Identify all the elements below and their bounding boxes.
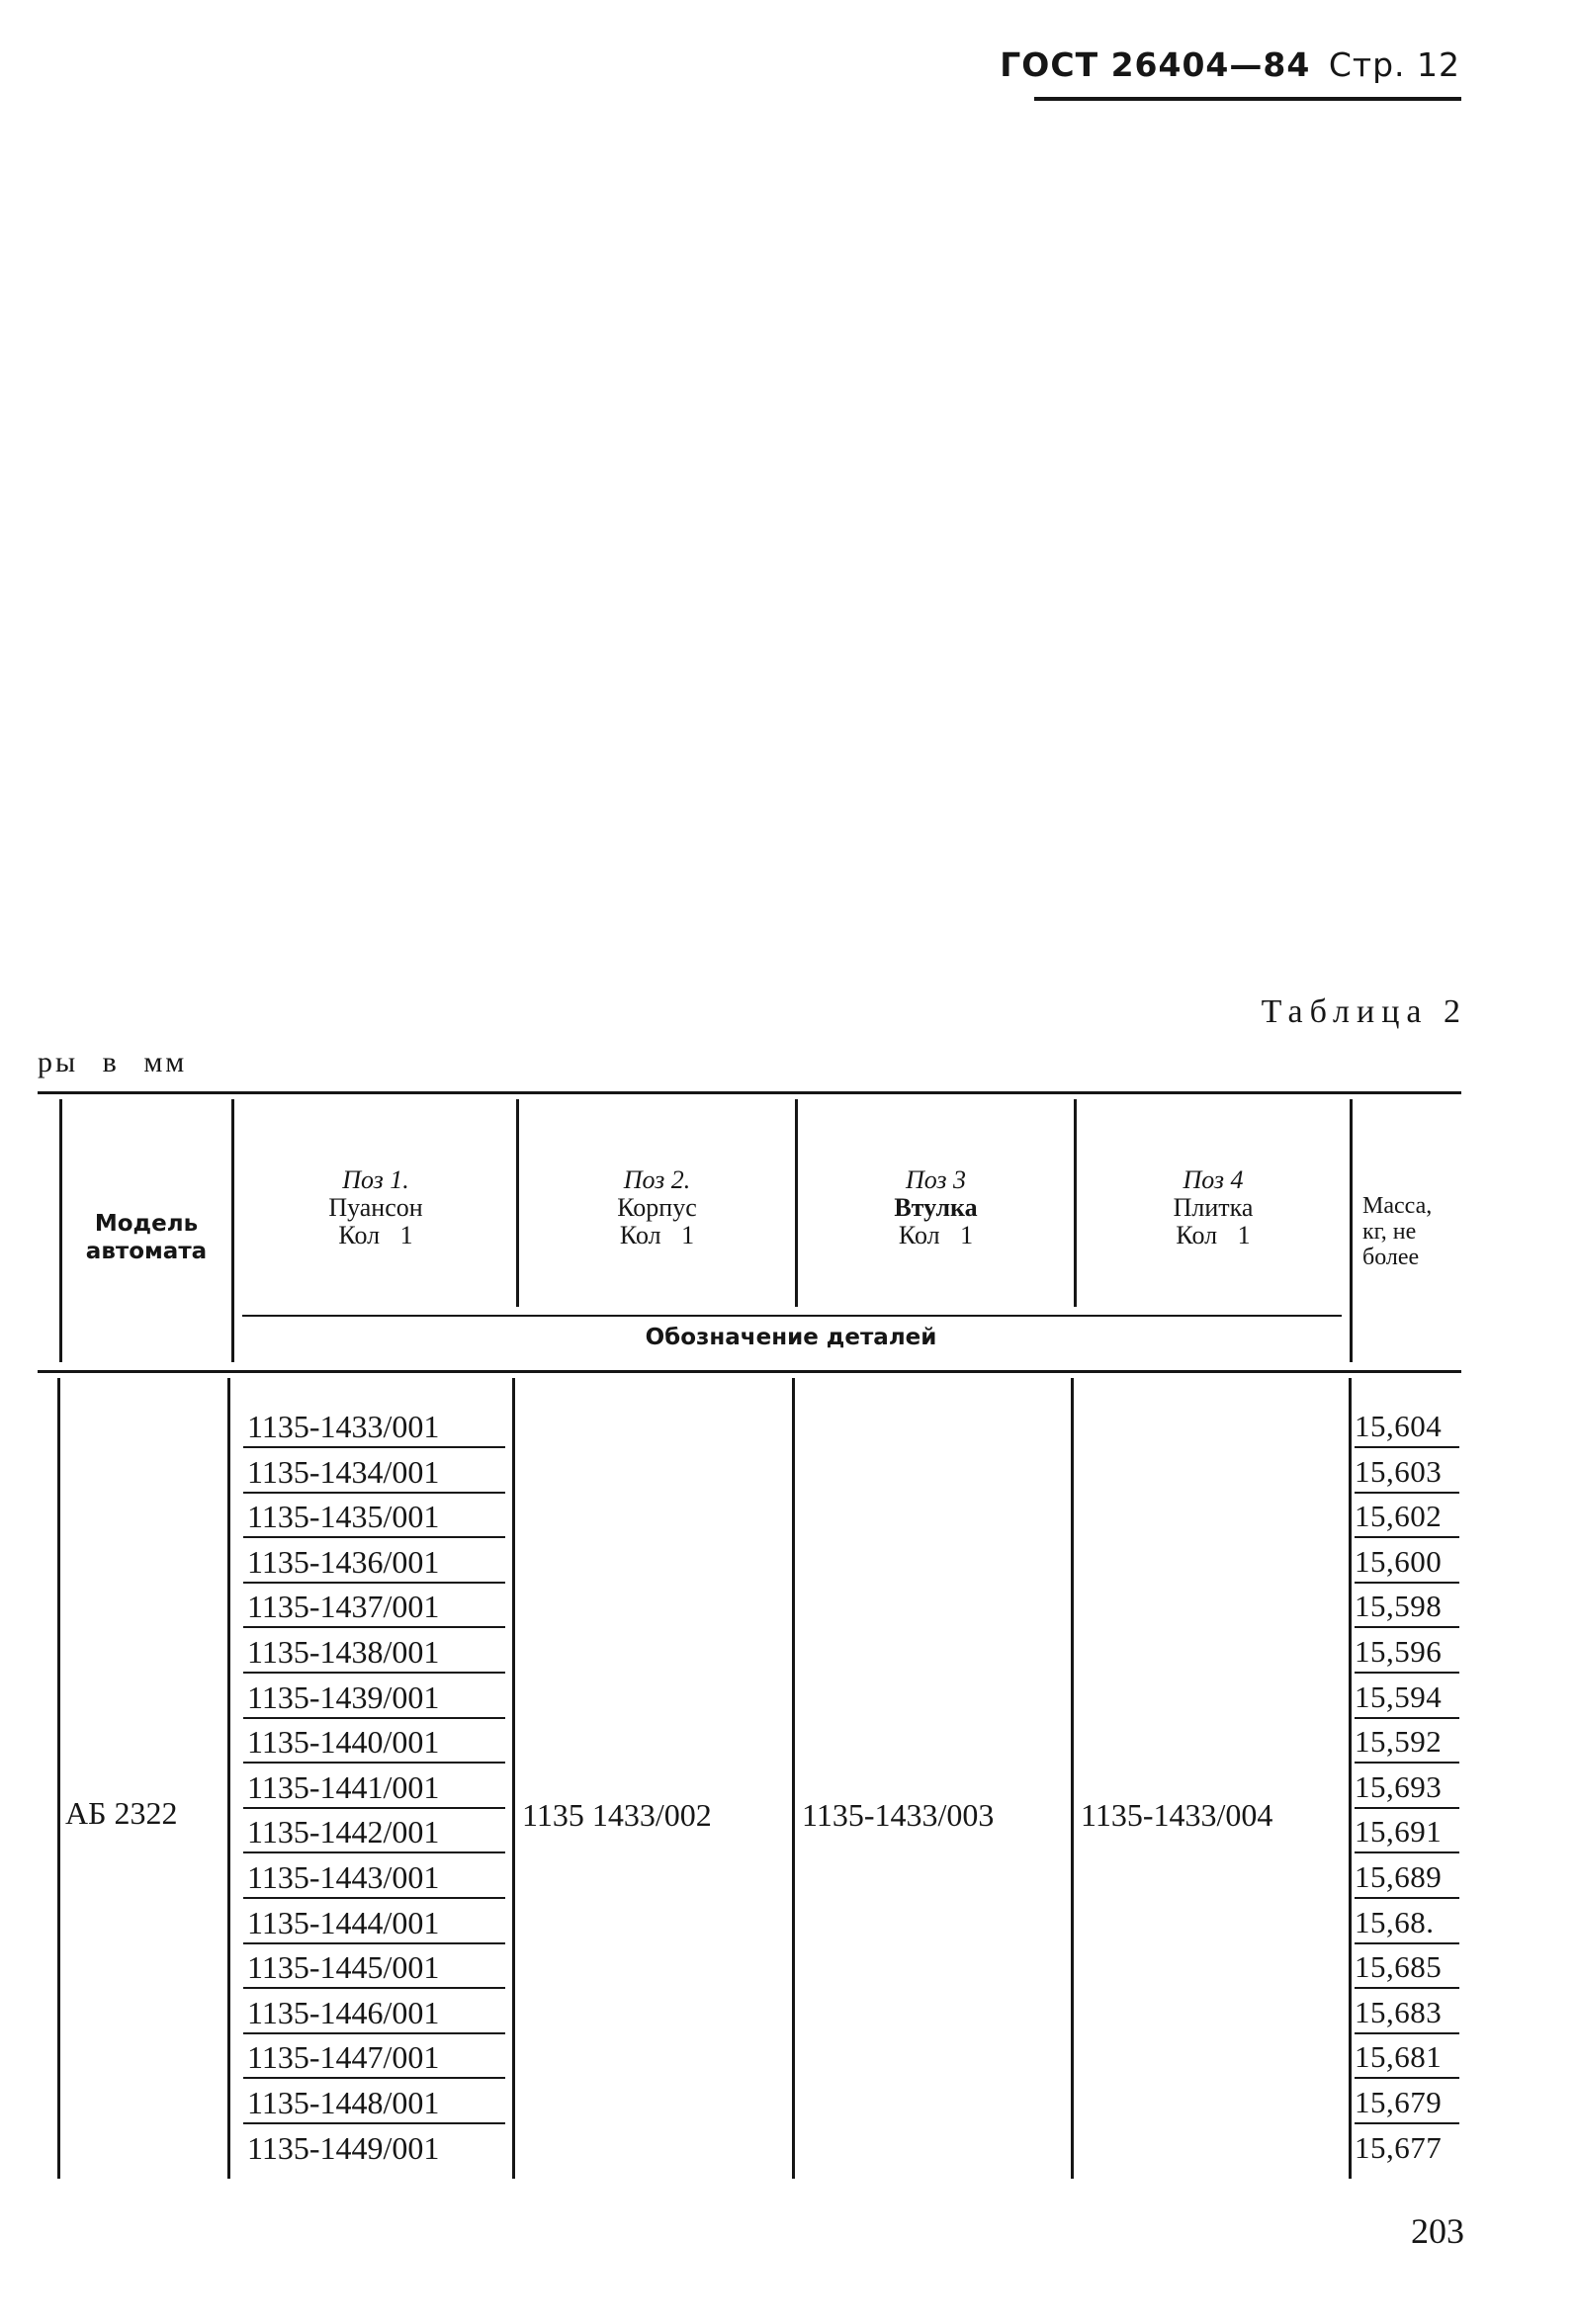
row-rule xyxy=(243,1536,505,1538)
header-line: Масса, xyxy=(1362,1193,1433,1219)
mass-cell: 15,685 xyxy=(1355,1949,1443,1984)
mass-cell: 15,693 xyxy=(1355,1769,1443,1804)
header-line: Поз 3 xyxy=(905,1165,967,1194)
designation-rule xyxy=(242,1315,1342,1317)
pos2-cell: 1135 1433/002 xyxy=(522,1797,712,1833)
part-number-cell: 1135-1436/001 xyxy=(247,1544,440,1580)
mass-cell: 15,681 xyxy=(1355,2039,1443,2074)
mass-cell: 15,602 xyxy=(1355,1499,1443,1533)
part-number-cell: 1135-1445/001 xyxy=(247,1949,440,1985)
row-rule xyxy=(1355,1897,1459,1899)
header-line: более xyxy=(1362,1245,1420,1270)
column-header-model xyxy=(61,1210,231,1265)
part-number-cell: 1135-1449/001 xyxy=(247,2130,440,2166)
mass-cell: 15,592 xyxy=(1355,1724,1443,1759)
header-line: Пуансон xyxy=(328,1193,423,1222)
model-cell: АБ 2322 xyxy=(65,1795,178,1831)
mass-cell: 15,594 xyxy=(1355,1679,1443,1714)
mass-cell: 15,596 xyxy=(1355,1634,1443,1669)
header-line: Кол 1 xyxy=(338,1221,413,1249)
col-divider xyxy=(231,1099,234,1362)
header-line: Втулка xyxy=(894,1193,978,1222)
part-number-cell: 1135-1443/001 xyxy=(247,1859,440,1895)
header-line: Поз 4 xyxy=(1183,1165,1244,1194)
col-divider xyxy=(227,1378,230,2179)
row-rule xyxy=(243,1987,505,1989)
row-rule xyxy=(243,1446,505,1448)
row-rule xyxy=(243,1762,505,1764)
part-number-cell: 1135-1437/001 xyxy=(247,1589,440,1624)
row-rule xyxy=(243,2122,505,2124)
col-divider xyxy=(57,1378,60,2179)
mass-cell: 15,603 xyxy=(1355,1454,1443,1489)
mass-cell: 15,604 xyxy=(1355,1409,1443,1443)
page-label: Стр. 12 xyxy=(1328,45,1460,84)
row-rule xyxy=(1355,2077,1459,2079)
part-number-cell: 1135-1447/001 xyxy=(247,2039,440,2075)
gost-number: ГОСТ 26404—84 xyxy=(1000,45,1311,84)
mass-cell: 15,683 xyxy=(1355,1995,1443,2029)
column-header-mass xyxy=(1362,1193,1461,1270)
header-line: Корпус xyxy=(617,1193,697,1222)
row-rule xyxy=(1355,1626,1459,1628)
mass-cell: 15,600 xyxy=(1355,1544,1443,1579)
header-bottom-rule xyxy=(38,1370,1461,1373)
row-rule xyxy=(1355,2122,1459,2124)
row-rule xyxy=(243,1626,505,1628)
row-rule xyxy=(1355,1851,1459,1853)
table-title: Таблица 2 xyxy=(1261,993,1467,1030)
row-rule xyxy=(1355,1672,1459,1674)
row-rule xyxy=(243,1851,505,1853)
header-line: Кол 1 xyxy=(1176,1221,1251,1249)
column-header-pos1 xyxy=(235,1166,516,1249)
part-number-cell: 1135-1435/001 xyxy=(247,1499,440,1534)
header-line: Кол 1 xyxy=(898,1221,974,1249)
units-note: ры в мм xyxy=(38,1046,188,1078)
mass-cell: 15,689 xyxy=(1355,1859,1443,1894)
row-rule xyxy=(1355,1762,1459,1764)
mass-cell: 15,598 xyxy=(1355,1589,1443,1623)
column-header-pos3 xyxy=(798,1166,1074,1249)
part-number-cell: 1135-1439/001 xyxy=(247,1679,440,1715)
document-header xyxy=(1000,45,1460,84)
col-divider xyxy=(1350,1099,1353,1362)
part-number-cell: 1135-1433/001 xyxy=(247,1409,440,1444)
pos4-cell: 1135-1433/004 xyxy=(1081,1797,1273,1833)
part-number-cell: 1135-1448/001 xyxy=(247,2085,440,2120)
header-line: Кол 1 xyxy=(619,1221,695,1249)
header-line: автомата xyxy=(85,1239,208,1264)
column-header-pos4 xyxy=(1077,1166,1350,1249)
column-header-pos2 xyxy=(519,1166,795,1249)
part-number-cell: 1135-1434/001 xyxy=(247,1454,440,1490)
header-line: Плитка xyxy=(1173,1193,1254,1222)
header-line: Поз 2. xyxy=(623,1165,691,1194)
mass-cell: 15,691 xyxy=(1355,1814,1443,1849)
col-divider xyxy=(792,1378,795,2179)
part-number-cell: 1135-1440/001 xyxy=(247,1724,440,1760)
row-rule xyxy=(1355,1536,1459,1538)
header-line: кг, не xyxy=(1362,1219,1417,1245)
page-number: 203 xyxy=(1411,2211,1464,2251)
header-rule xyxy=(1034,97,1461,101)
col-divider xyxy=(1349,1378,1352,2179)
row-rule xyxy=(1355,1446,1459,1448)
header-line: Модель xyxy=(94,1211,199,1237)
part-number-cell: 1135-1446/001 xyxy=(247,1995,440,2030)
part-number-cell: 1135-1438/001 xyxy=(247,1634,440,1670)
row-rule xyxy=(243,1897,505,1899)
part-number-cell: 1135-1442/001 xyxy=(247,1814,440,1850)
mass-cell: 15,679 xyxy=(1355,2085,1443,2119)
header-line: Поз 1. xyxy=(342,1165,409,1194)
col-divider xyxy=(512,1378,515,2179)
part-number-cell: 1135-1444/001 xyxy=(247,1905,440,1940)
part-number-cell: 1135-1441/001 xyxy=(247,1769,440,1805)
row-rule xyxy=(1355,1987,1459,1989)
row-rule xyxy=(243,2077,505,2079)
row-rule xyxy=(243,1672,505,1674)
pos3-cell: 1135-1433/003 xyxy=(802,1797,995,1833)
mass-cell: 15,68. xyxy=(1355,1905,1435,1939)
col-divider xyxy=(1071,1378,1074,2179)
table-top-rule xyxy=(38,1091,1461,1094)
mass-cell: 15,677 xyxy=(1355,2130,1443,2165)
designation-label: Обозначение деталей xyxy=(645,1325,937,1350)
